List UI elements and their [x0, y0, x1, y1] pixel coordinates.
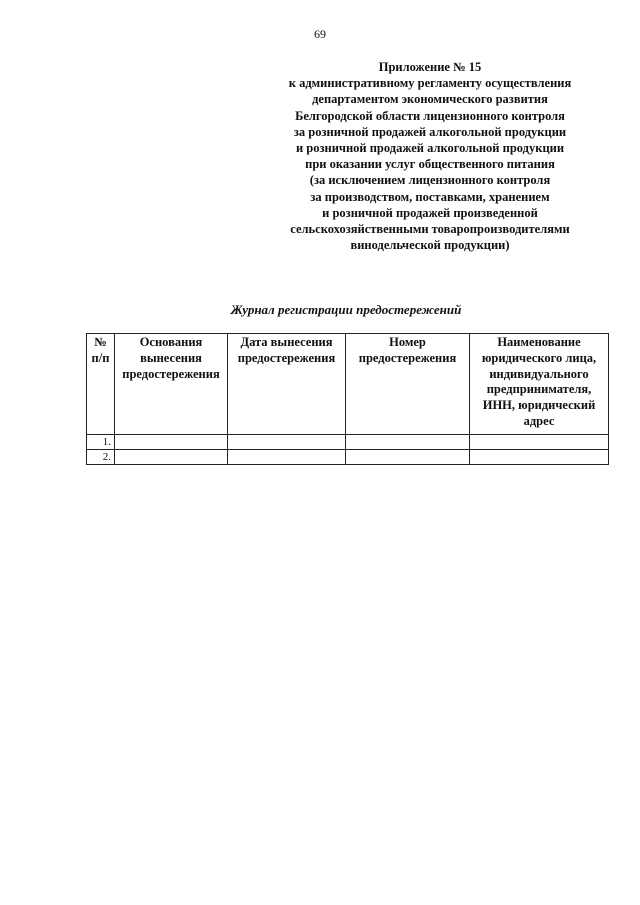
appendix-line: к административному регламенту осуществления [288, 76, 572, 91]
table-cell: 2. [87, 450, 115, 465]
appendix-line: Приложение № 15 [378, 60, 482, 74]
table-cell [470, 450, 609, 465]
table-header-row [87, 334, 609, 435]
table-cell [346, 435, 470, 450]
table-cell [470, 435, 609, 450]
appendix-line: и розничной продажей произведенной [322, 205, 538, 220]
table-row [87, 450, 609, 465]
column-header: Номер предостережения [346, 334, 470, 435]
appendix-line: (за исключением лицензионного контроля [309, 173, 551, 188]
table-cell: 1. [87, 435, 115, 450]
table-cell [115, 450, 228, 465]
table-cell [115, 435, 228, 450]
table-cell [346, 450, 470, 465]
table-cell [228, 450, 346, 465]
journal-title: Журнал регистрации предостережений [230, 302, 462, 317]
column-header: Наименование юридического лица, индивидуального предпринимателя, ИНН, юридический адрес [470, 334, 609, 435]
appendix-header [262, 59, 598, 253]
appendix-line: за розничной продажей алкогольной продукции [293, 124, 567, 139]
page-number: 69 [314, 27, 326, 41]
column-header: Дата вынесения предостережения [228, 334, 346, 435]
table-cell [228, 435, 346, 450]
appendix-line: сельскохозяйственными товаропроизводителями [290, 222, 570, 237]
appendix-line: департаментом экономического развития [312, 92, 548, 107]
registration-journal-table [86, 333, 609, 465]
appendix-line: Белгородской области лицензионного контроля [295, 108, 565, 123]
column-header: Основания вынесения предостережения [115, 334, 228, 435]
appendix-line: за производством, поставками, хранением [310, 189, 550, 204]
table-row [87, 435, 609, 450]
column-header: № п/п [87, 334, 115, 435]
appendix-line: при оказании услуг общественного питания [305, 157, 555, 172]
appendix-line: и розничной продажей алкогольной продукции [295, 141, 565, 156]
appendix-line: винодельческой продукции) [350, 238, 510, 253]
